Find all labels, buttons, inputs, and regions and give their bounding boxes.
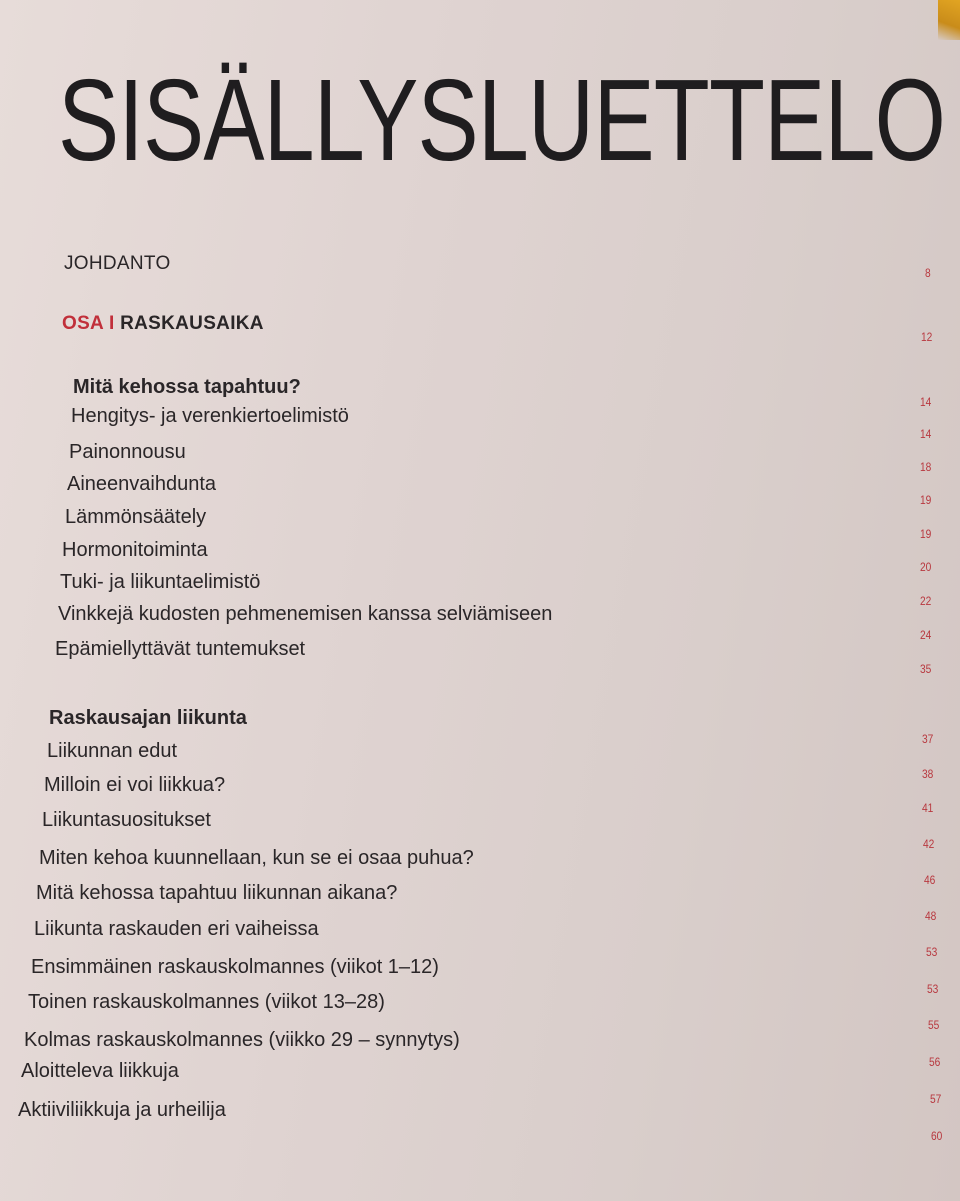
toc-entry: Milloin ei voi liikkua?: [44, 774, 226, 796]
page-number: 19: [920, 493, 932, 507]
toc-entry-label: JOHDANTO: [64, 253, 171, 274]
toc-entry: Toinen raskauskolmannes (viikot 13–28): [28, 991, 385, 1013]
page-number: 57: [930, 1092, 942, 1106]
page-number: 46: [924, 873, 936, 887]
page-number: 60: [931, 1129, 943, 1143]
page-number: 42: [923, 837, 935, 851]
book-cover-edge: [938, 0, 960, 40]
toc-entry: Miten kehoa kuunnellaan, kun se ei osaa puhua?: [39, 847, 474, 869]
page-number: 41: [922, 801, 934, 815]
toc-entry: Ensimmäinen raskauskolmannes (viikot 1–12): [31, 956, 439, 978]
page-number: 24: [920, 628, 932, 642]
toc-entry: Hormonitoiminta: [62, 539, 208, 561]
page-number: 14: [920, 395, 932, 409]
page-number: 35: [920, 662, 932, 676]
page-number: 38: [922, 767, 934, 781]
page-number: 56: [929, 1055, 941, 1069]
toc-entry: Liikuntasuositukset: [42, 809, 211, 831]
page-number: 53: [927, 982, 939, 996]
page-number: 18: [920, 460, 932, 474]
page-number: 19: [920, 527, 932, 541]
toc-entry: Aineenvaihdunta: [67, 473, 217, 495]
page-number: 8: [925, 266, 931, 280]
page-number: 48: [925, 909, 937, 923]
part-title: RASKAUSAIKA: [120, 313, 264, 334]
toc-entry: Epämiellyttävät tuntemukset: [55, 638, 306, 660]
toc-chapter-heading: Mitä kehossa tapahtuu?: [73, 376, 301, 398]
page-number: 37: [922, 732, 934, 746]
page-number: 12: [921, 330, 933, 344]
page-number: 55: [928, 1018, 940, 1032]
toc-entry: Hengitys- ja verenkiertoelimistö: [71, 405, 349, 427]
page-number: 22: [920, 594, 932, 608]
toc-entry: Kolmas raskauskolmannes (viikko 29 – synnytys): [24, 1029, 460, 1051]
page-number: 53: [926, 945, 938, 959]
toc-part-heading: [62, 312, 264, 336]
toc-entry: Lämmönsäätely: [65, 506, 207, 528]
toc-entry: Aktiiviliikkuja ja urheilija: [18, 1099, 226, 1121]
toc-entry-introduction: [64, 252, 171, 276]
toc-entry: Mitä kehossa tapahtuu liikunnan aikana?: [36, 882, 398, 904]
toc-entry: Aloitteleva liikkuja: [21, 1060, 179, 1082]
part-number: OSA I: [62, 313, 115, 334]
page-title: SISÄLLYSLUETTELO: [58, 55, 946, 185]
toc-entry: Tuki- ja liikuntaelimistö: [60, 571, 261, 593]
page-number: 20: [920, 560, 932, 574]
toc-chapter-heading: Raskausajan liikunta: [49, 707, 247, 729]
page-number: 14: [920, 427, 932, 441]
toc-entry: Vinkkejä kudosten pehmenemisen kanssa selviämiseen: [58, 603, 553, 625]
toc-entry: Liikunnan edut: [47, 740, 178, 762]
toc-entry: Liikunta raskauden eri vaiheissa: [34, 918, 319, 940]
toc-entry: Painonnousu: [69, 441, 186, 463]
